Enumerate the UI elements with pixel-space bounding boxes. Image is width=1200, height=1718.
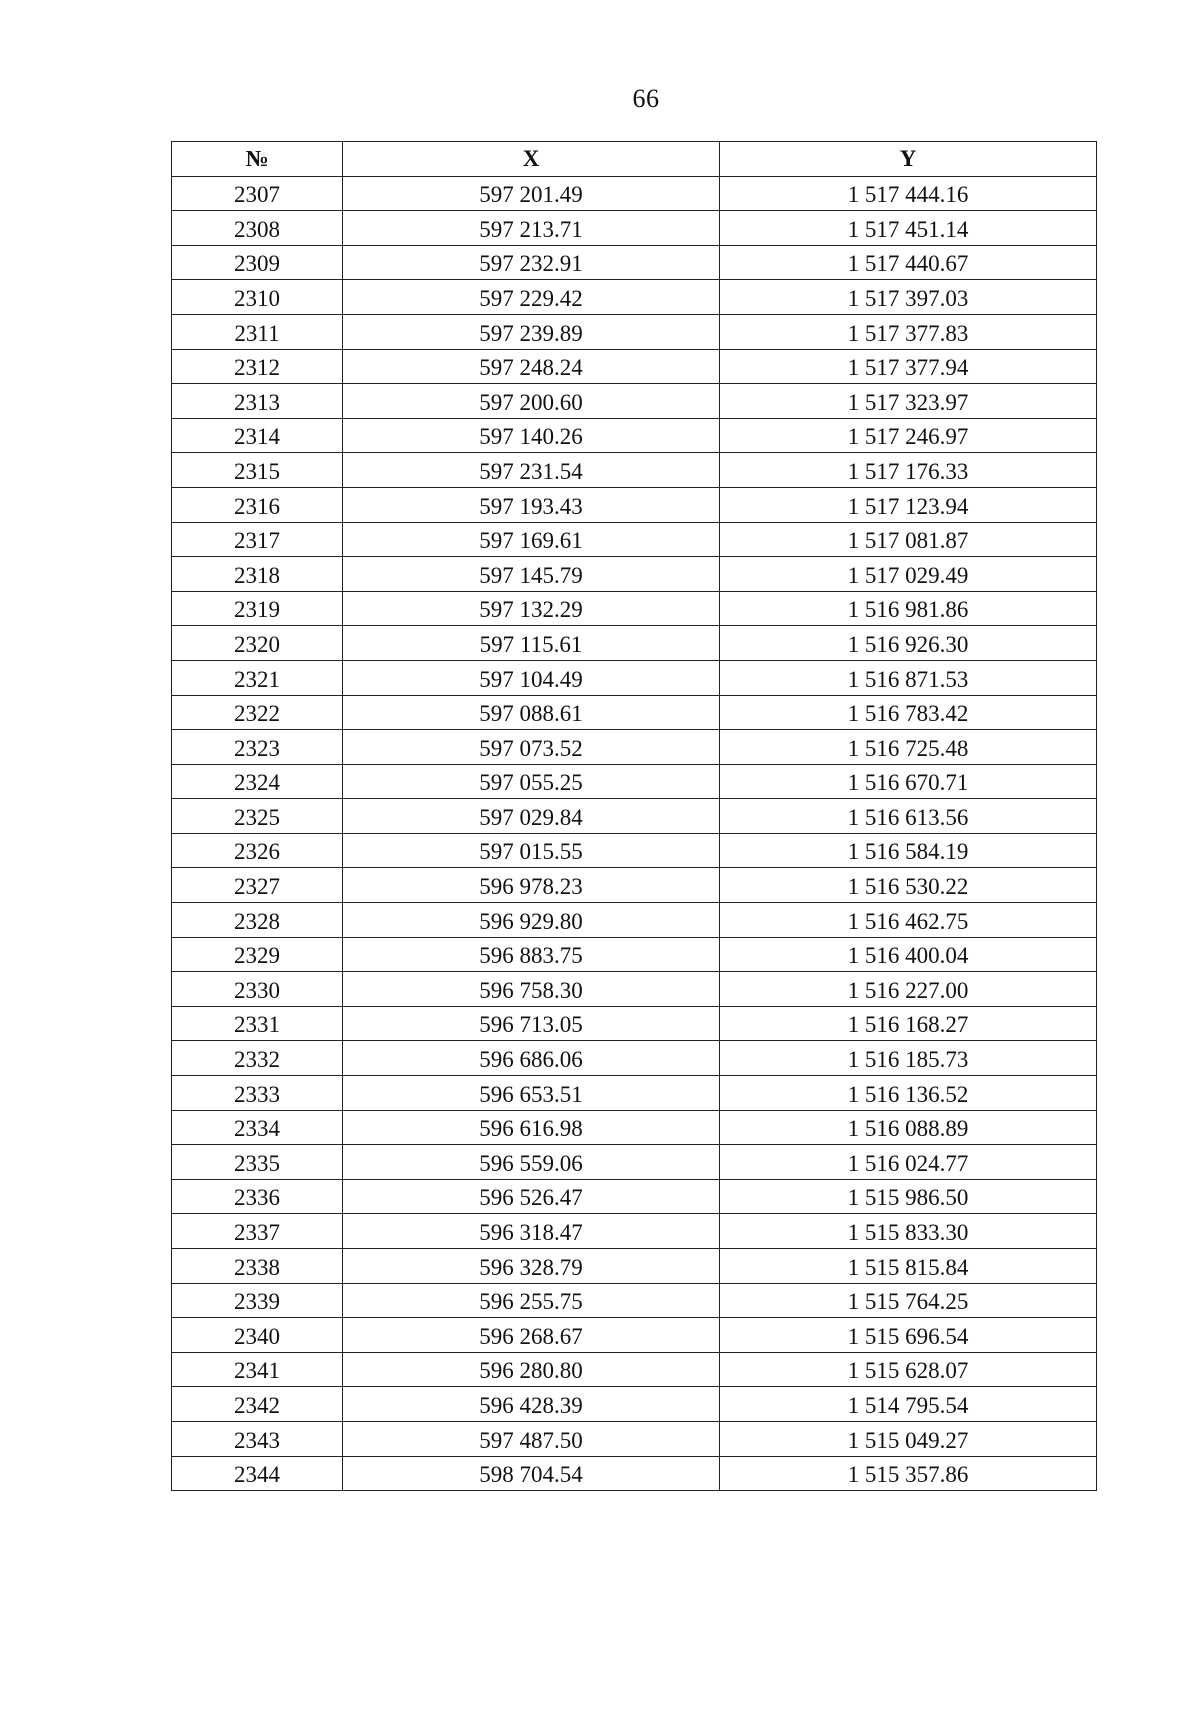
cell-y: 1 515 833.30 [720,1214,1097,1249]
cell-number: 2322 [172,695,343,730]
cell-number: 2337 [172,1214,343,1249]
cell-x: 596 280.80 [343,1352,720,1387]
column-header-y: Y [720,142,1097,177]
table-row [172,1352,1097,1387]
cell-x: 597 232.91 [343,245,720,280]
cell-x: 597 201.49 [343,176,720,211]
cell-x: 596 929.80 [343,903,720,938]
table-row [172,972,1097,1007]
table-row [172,1249,1097,1284]
cell-y: 1 515 764.25 [720,1283,1097,1318]
cell-number: 2341 [172,1352,343,1387]
cell-x: 596 328.79 [343,1249,720,1284]
cell-x: 597 055.25 [343,764,720,799]
table-row [172,903,1097,938]
cell-number: 2325 [172,799,343,834]
cell-number: 2310 [172,280,343,315]
cell-y: 1 516 871.53 [720,660,1097,695]
table-row [172,1214,1097,1249]
table-row [172,349,1097,384]
cell-x: 596 428.39 [343,1387,720,1422]
table-row [172,1318,1097,1353]
cell-x: 597 248.24 [343,349,720,384]
cell-number: 2318 [172,557,343,592]
cell-number: 2313 [172,384,343,419]
cell-x: 597 145.79 [343,557,720,592]
cell-y: 1 516 462.75 [720,903,1097,938]
cell-number: 2324 [172,764,343,799]
cell-x: 597 029.84 [343,799,720,834]
cell-x: 597 239.89 [343,314,720,349]
cell-number: 2320 [172,626,343,661]
table-row [172,176,1097,211]
cell-x: 596 883.75 [343,937,720,972]
cell-y: 1 517 444.16 [720,176,1097,211]
cell-x: 597 073.52 [343,730,720,765]
table-row [172,764,1097,799]
cell-y: 1 517 451.14 [720,211,1097,246]
cell-y: 1 517 377.83 [720,314,1097,349]
cell-y: 1 514 795.54 [720,1387,1097,1422]
cell-number: 2335 [172,1145,343,1180]
cell-number: 2321 [172,660,343,695]
cell-x: 597 231.54 [343,453,720,488]
cell-number: 2308 [172,211,343,246]
cell-y: 1 516 613.56 [720,799,1097,834]
table-row [172,660,1097,695]
cell-x: 598 704.54 [343,1456,720,1491]
cell-number: 2319 [172,591,343,626]
cell-x: 597 193.43 [343,487,720,522]
cell-number: 2344 [172,1456,343,1491]
cell-number: 2332 [172,1041,343,1076]
cell-number: 2330 [172,972,343,1007]
cell-y: 1 515 815.84 [720,1249,1097,1284]
cell-number: 2326 [172,833,343,868]
table-row [172,1110,1097,1145]
cell-y: 1 517 123.94 [720,487,1097,522]
cell-number: 2317 [172,522,343,557]
table-row [172,695,1097,730]
cell-x: 596 559.06 [343,1145,720,1180]
cell-number: 2338 [172,1249,343,1284]
table-header-row [172,142,1097,177]
cell-y: 1 516 185.73 [720,1041,1097,1076]
table-row [172,1076,1097,1111]
table-row [172,314,1097,349]
cell-y: 1 516 783.42 [720,695,1097,730]
table-row [172,730,1097,765]
cell-y: 1 515 628.07 [720,1352,1097,1387]
cell-number: 2327 [172,868,343,903]
coordinates-table [171,141,1097,1491]
cell-number: 2336 [172,1179,343,1214]
cell-y: 1 516 088.89 [720,1110,1097,1145]
table-row [172,591,1097,626]
table-row [172,1041,1097,1076]
cell-x: 596 686.06 [343,1041,720,1076]
cell-y: 1 516 584.19 [720,833,1097,868]
table-row [172,1179,1097,1214]
column-header-x: X [343,142,720,177]
cell-number: 2309 [172,245,343,280]
cell-number: 2328 [172,903,343,938]
table-row [172,833,1097,868]
cell-x: 597 200.60 [343,384,720,419]
cell-x: 597 229.42 [343,280,720,315]
table-row [172,626,1097,661]
cell-number: 2339 [172,1283,343,1318]
cell-y: 1 516 227.00 [720,972,1097,1007]
column-header-number: № [172,142,343,177]
table-row [172,937,1097,972]
cell-x: 596 616.98 [343,1110,720,1145]
table-row [172,1283,1097,1318]
table-row [172,1006,1097,1041]
cell-number: 2312 [172,349,343,384]
table-row [172,280,1097,315]
cell-y: 1 516 168.27 [720,1006,1097,1041]
cell-y: 1 517 081.87 [720,522,1097,557]
cell-x: 597 169.61 [343,522,720,557]
cell-y: 1 516 400.04 [720,937,1097,972]
cell-number: 2343 [172,1421,343,1456]
cell-x: 597 104.49 [343,660,720,695]
cell-y: 1 515 049.27 [720,1421,1097,1456]
cell-x: 597 487.50 [343,1421,720,1456]
cell-number: 2333 [172,1076,343,1111]
cell-number: 2315 [172,453,343,488]
cell-x: 596 268.67 [343,1318,720,1353]
table-row [172,1387,1097,1422]
cell-x: 596 526.47 [343,1179,720,1214]
cell-y: 1 517 176.33 [720,453,1097,488]
cell-x: 597 140.26 [343,418,720,453]
cell-y: 1 516 981.86 [720,591,1097,626]
table-row [172,384,1097,419]
table-row [172,1145,1097,1180]
cell-x: 597 088.61 [343,695,720,730]
cell-y: 1 516 926.30 [720,626,1097,661]
table-row [172,868,1097,903]
cell-y: 1 516 024.77 [720,1145,1097,1180]
cell-y: 1 516 670.71 [720,764,1097,799]
cell-number: 2340 [172,1318,343,1353]
table-row [172,487,1097,522]
cell-y: 1 516 530.22 [720,868,1097,903]
table-row [172,522,1097,557]
table-row [172,1456,1097,1491]
cell-number: 2307 [172,176,343,211]
cell-y: 1 515 696.54 [720,1318,1097,1353]
cell-x: 596 758.30 [343,972,720,1007]
cell-x: 596 978.23 [343,868,720,903]
cell-x: 596 318.47 [343,1214,720,1249]
table-row [172,799,1097,834]
cell-y: 1 516 136.52 [720,1076,1097,1111]
cell-number: 2314 [172,418,343,453]
cell-x: 597 213.71 [343,211,720,246]
cell-y: 1 515 986.50 [720,1179,1097,1214]
cell-x: 597 115.61 [343,626,720,661]
cell-y: 1 515 357.86 [720,1456,1097,1491]
page-number: 66 [632,84,660,113]
table-row [172,453,1097,488]
table-row [172,1421,1097,1456]
cell-number: 2334 [172,1110,343,1145]
cell-y: 1 517 323.97 [720,384,1097,419]
table-body [172,176,1097,1491]
cell-number: 2323 [172,730,343,765]
cell-x: 596 713.05 [343,1006,720,1041]
cell-y: 1 517 246.97 [720,418,1097,453]
cell-x: 597 132.29 [343,591,720,626]
cell-y: 1 517 377.94 [720,349,1097,384]
cell-number: 2331 [172,1006,343,1041]
cell-y: 1 516 725.48 [720,730,1097,765]
table-row [172,418,1097,453]
cell-number: 2311 [172,314,343,349]
cell-number: 2342 [172,1387,343,1422]
cell-number: 2329 [172,937,343,972]
cell-y: 1 517 029.49 [720,557,1097,592]
cell-number: 2316 [172,487,343,522]
cell-y: 1 517 397.03 [720,280,1097,315]
table-row [172,557,1097,592]
cell-y: 1 517 440.67 [720,245,1097,280]
cell-x: 596 255.75 [343,1283,720,1318]
table-row [172,211,1097,246]
cell-x: 596 653.51 [343,1076,720,1111]
cell-x: 597 015.55 [343,833,720,868]
table-row [172,245,1097,280]
